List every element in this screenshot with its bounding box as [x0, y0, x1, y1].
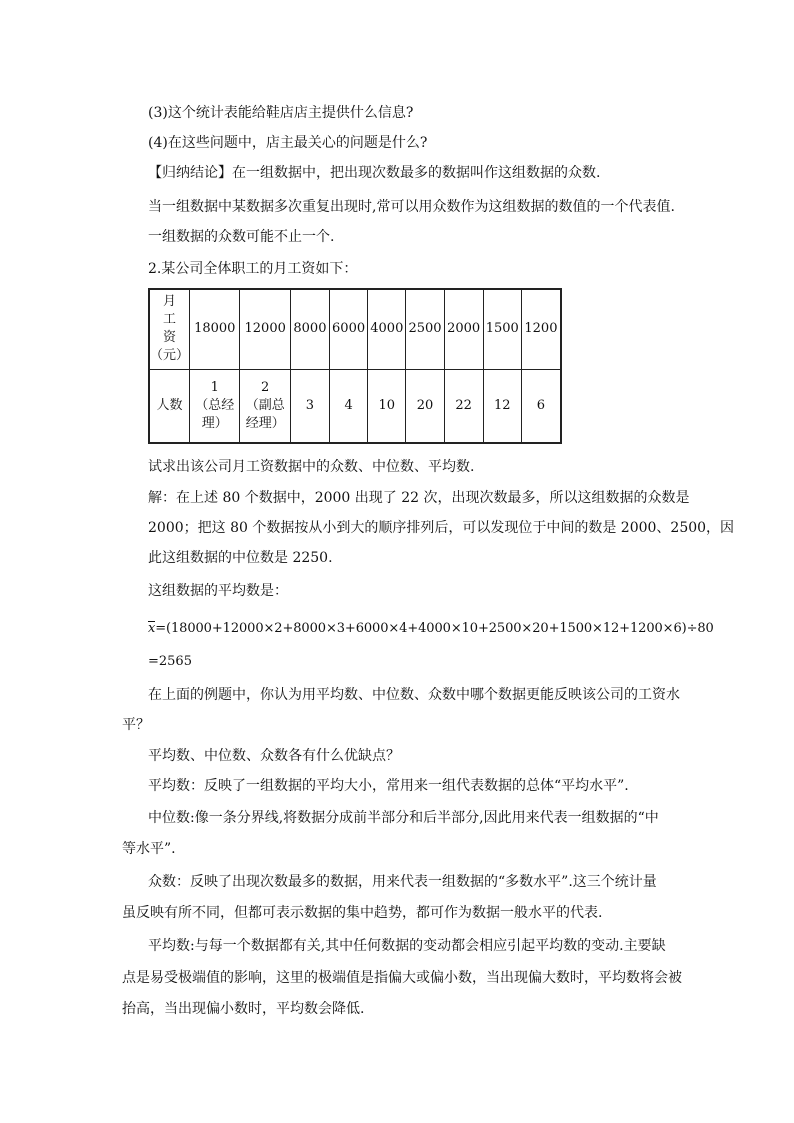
salary-cell: 12000: [240, 289, 290, 369]
mode-definition-2: 虽反映有所不同，但都可表示数据的集中趋势，都可作为数据一般水平的代表.: [122, 905, 603, 921]
mean-formula: =(18000+12000×2+8000×3+6000×4+4000×10+2500×20+1500×12+1200×6)÷80: [155, 621, 714, 636]
example-title: 2.某公司全体职工的月工资如下：: [148, 261, 358, 277]
mean-properties-2: 点是易受极端值的影响，这里的极端值是指偏大或偏小数，当出现偏大数时，平均数将会被: [122, 970, 682, 986]
count-cell: 12: [483, 369, 521, 443]
mean-result: =2565: [148, 654, 192, 669]
count-value: 1: [210, 379, 219, 395]
mean-formula-line: [148, 619, 714, 639]
count-cell: [240, 369, 290, 443]
question-4: (4)在这些问题中，店主最关心的问题是什么?: [148, 135, 428, 151]
count-cell: [190, 369, 240, 443]
count-note: 经理）: [245, 415, 285, 431]
salary-cell: 4000: [368, 289, 406, 369]
salary-cell: 8000: [290, 289, 329, 369]
salary-header-char: （元）: [150, 348, 190, 364]
salary-cell: 1500: [483, 289, 521, 369]
salary-header-char: 月: [163, 294, 177, 310]
mode-definition-1: 众数：反映了出现次数最多的数据，用来代表一组数据的“多数水平”.这三个统计量: [148, 874, 657, 890]
mean-symbol: x: [148, 619, 155, 639]
count-note: （副总: [245, 397, 285, 413]
question-line-2: 平均数、中位数、众数各有什么优缺点？: [148, 748, 400, 764]
salary-cell: 2500: [406, 289, 444, 369]
salary-table: [148, 288, 562, 444]
mean-properties-1: 平均数:与每一个数据都有关,其中任何数据的变动都会相应引起平均数的变动.主要缺: [148, 938, 666, 954]
salary-cell: 18000: [190, 289, 240, 369]
median-definition-2: 等水平”.: [122, 841, 176, 857]
mean-definition: 平均数：反映了一组数据的平均大小，常用来一组代表数据的总体“平均水平”.: [148, 778, 629, 794]
count-note: （总经: [195, 397, 235, 413]
count-cell: 4: [329, 369, 367, 443]
question-line-1b: 平？: [122, 717, 150, 733]
task-line: 试求出该公司月工资数据中的众数、中位数、平均数.: [148, 459, 475, 475]
count-value: 2: [261, 379, 270, 395]
salary-cell: 6000: [329, 289, 367, 369]
question-line-1a: 在上面的例题中，你认为用平均数、中位数、众数中哪个数据更能反映该公司的工资水: [148, 687, 680, 703]
solution-line-1: 解：在上述 80 个数据中，2000 出现了 22 次，出现次数最多，所以这组数据的众数是: [148, 490, 690, 506]
salary-cell: 1200: [521, 289, 561, 369]
count-note: 理）: [201, 415, 228, 431]
median-definition-1: 中位数:像一条分界线,将数据分成前半部分和后半部分,因此用来代表一组数据的“中: [148, 810, 659, 826]
mean-properties-3: 抬高，当出现偏小数时，平均数会降低.: [122, 1001, 365, 1017]
count-row: [149, 369, 561, 443]
count-cell: 22: [444, 369, 483, 443]
salary-cell: 2000: [444, 289, 483, 369]
salary-header-char: 工: [163, 312, 177, 328]
mode-note-line-2: 一组数据的众数可能不止一个.: [148, 229, 335, 245]
solution-line-3: 此这组数据的中位数是 2250.: [148, 550, 333, 566]
count-cell: 6: [521, 369, 561, 443]
question-3: (3)这个统计表能给鞋店店主提供什么信息?: [148, 105, 414, 121]
solution-line-2: 2000；把这 80 个数据按从小到大的顺序排列后，可以发现位于中间的数是 2000、2500，因: [148, 520, 735, 536]
salary-header-cell: [149, 289, 190, 369]
count-cell: 3: [290, 369, 329, 443]
mode-note-line-1: 当一组数据中某数据多次重复出现时,常可以用众数作为这组数据的数值的一个代表值.: [148, 199, 675, 215]
count-cell: 20: [406, 369, 444, 443]
mean-intro: 这组数据的平均数是：: [148, 583, 288, 599]
count-cell: 10: [368, 369, 406, 443]
salary-header-char: 资: [163, 330, 177, 346]
conclusion-line: 【归纳结论】在一组数据中，把出现次数最多的数据叫作这组数据的众数.: [148, 165, 601, 181]
salary-row: [149, 289, 561, 369]
count-header-cell: 人数: [149, 369, 190, 443]
